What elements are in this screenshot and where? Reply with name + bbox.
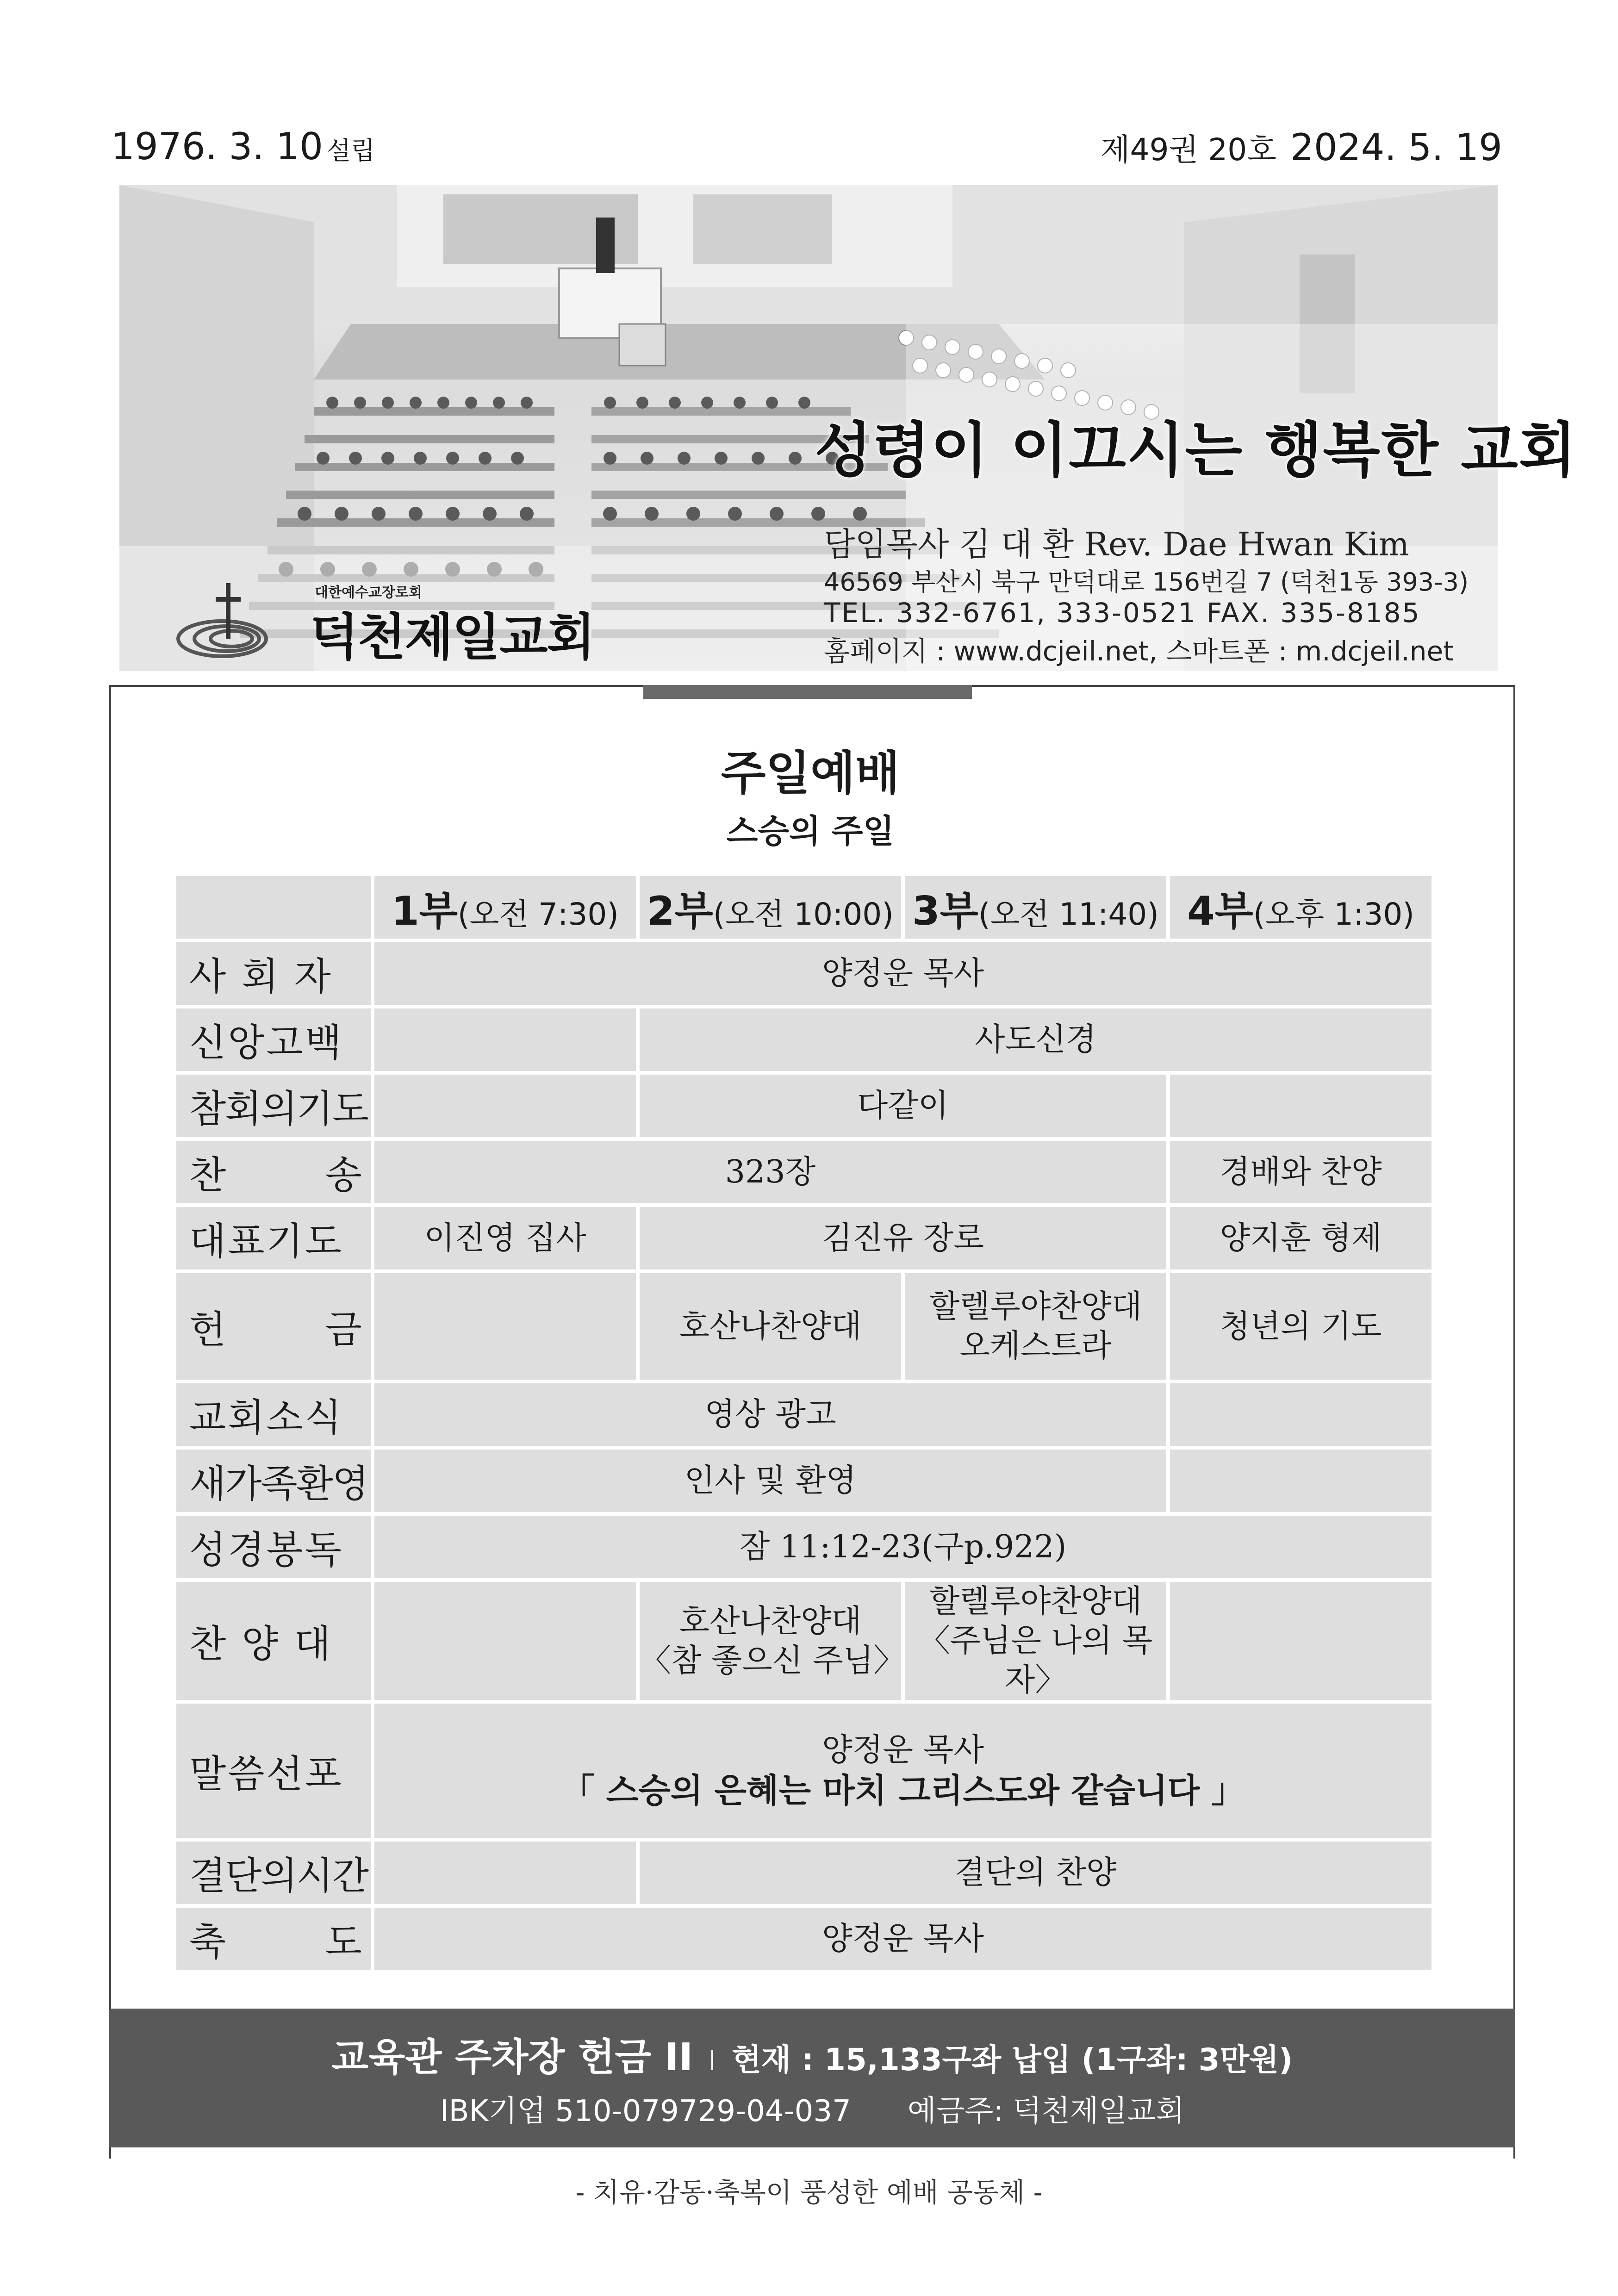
table-row <box>176 942 1431 1005</box>
creed-cell: 사도신경 <box>640 1008 1431 1071</box>
table-row <box>176 1582 1431 1700</box>
sermon-cell <box>374 1704 1431 1838</box>
empty-cell <box>374 1273 636 1380</box>
table-row <box>176 1450 1431 1512</box>
choir-3-cell <box>905 1582 1166 1700</box>
row-label: 대표기도 <box>176 1207 371 1269</box>
table-row <box>176 1207 1431 1269</box>
table-row <box>176 1273 1431 1380</box>
service-4-header: 4부(오후 1:30) <box>1170 876 1431 939</box>
founded-date-value: 1976. 3. 10 <box>111 125 324 168</box>
church-logo-icon <box>171 574 310 662</box>
empty-cell <box>374 1582 636 1700</box>
empty-cell <box>374 1075 636 1137</box>
church-motto: - 치유·감동·축복이 풍성한 예배 공동체 - <box>575 2177 1043 2208</box>
empty-cell <box>1170 1383 1431 1446</box>
worship-title: 주일예배 <box>721 746 900 800</box>
repentance-cell: 다같이 <box>640 1075 1166 1137</box>
service-3-header: 3부(오전 11:40) <box>905 876 1166 939</box>
news-cell: 영상 광고 <box>374 1383 1166 1446</box>
table-row <box>176 1908 1431 1970</box>
row-label: 참회의기도 <box>176 1075 371 1137</box>
issue-date: 2024. 5. 19 <box>1290 126 1502 169</box>
empty-cell <box>1170 1582 1431 1700</box>
reading-cell: 잠 11:12-23(구p.922) <box>374 1516 1431 1578</box>
empty-cell <box>374 1842 636 1904</box>
campaign-status: 현재 : 15,133구좌 납입 (1구좌: 3만원) <box>732 2042 1293 2078</box>
campaign-line <box>109 2027 1515 2081</box>
bank-account: IBK기업 510-079729-04-037 예금주: 덕천제일교회 <box>440 2094 1185 2128</box>
row-label: 교회소식 <box>176 1383 371 1446</box>
row-label: 사 회 자 <box>176 942 371 1005</box>
table-row <box>176 1141 1431 1203</box>
church-slogan: 성령이 이끄시는 행복한 교회 <box>815 416 1577 485</box>
offering-2-cell: 호산나찬양대 <box>640 1273 901 1380</box>
table-row <box>176 1383 1431 1446</box>
decision-cell: 결단의 찬양 <box>640 1842 1431 1904</box>
welcome-cell: 인사 및 환영 <box>374 1450 1166 1512</box>
service-2-header: 2부(오전 10:00) <box>640 876 901 939</box>
senior-pastor: 담임목사 김 대 환 Rev. Dae Hwan Kim <box>824 525 1409 563</box>
prayer-4-cell: 양지훈 형제 <box>1170 1207 1431 1269</box>
campaign-title: 교육관 주차장 헌금 II <box>331 2035 693 2079</box>
table-row <box>176 1704 1431 1838</box>
prayer-23-cell: 김진유 장로 <box>640 1207 1166 1269</box>
offering-3-line2: 오케스트라 <box>959 1328 1112 1364</box>
table-row <box>176 1842 1431 1904</box>
hymn-cell: 323장 <box>374 1141 1166 1203</box>
church-homepage: 홈페이지 : www.dcjeil.net, 스마트폰 : m.dcjeil.net <box>824 635 1454 667</box>
worship-order-table <box>173 872 1435 1974</box>
choir-3-name: 할렐루야찬양대 <box>929 1583 1142 1620</box>
row-label: 신앙고백 <box>176 1008 371 1071</box>
issue-info <box>1101 125 1502 169</box>
row-label: 새가족환영 <box>176 1450 371 1512</box>
hymn-4-cell: 경배와 찬양 <box>1170 1141 1431 1203</box>
church-name-logo: 덕천제일교회 <box>310 609 594 666</box>
choir-2-cell <box>640 1582 905 1700</box>
box-top-bar <box>643 685 972 699</box>
choir-3-song: 〈주님은 나의 목자〉 <box>918 1623 1153 1699</box>
row-label: 말씀선포 <box>176 1704 371 1838</box>
offering-campaign-band <box>109 2009 1515 2147</box>
sermon-title: 「 스승의 은혜는 마치 그리스도와 같습니다 」 <box>561 1771 1245 1810</box>
empty-cell <box>1170 1075 1431 1137</box>
sermon-preacher: 양정운 목사 <box>821 1731 984 1768</box>
presider-cell: 양정운 목사 <box>374 942 1431 1005</box>
table-row <box>176 1075 1431 1137</box>
separator-divider <box>711 2050 713 2070</box>
row-label: 축 도 <box>176 1908 371 1970</box>
church-phone: TEL. 332-6761, 333-0521 FAX. 335-8185 <box>824 597 1421 628</box>
church-address: 46569 부산시 북구 만덕대로 156번길 7 (덕천1동 393-3) <box>824 567 1469 597</box>
offering-4-cell: 청년의 기도 <box>1170 1273 1431 1380</box>
denomination-name: 대한예수교장로회 <box>315 585 422 601</box>
benediction-cell: 양정운 목사 <box>374 1908 1431 1970</box>
empty-cell <box>374 1008 636 1071</box>
row-label: 성경봉독 <box>176 1516 371 1578</box>
table-row <box>176 1008 1431 1071</box>
founded-date <box>111 125 375 168</box>
service-1-header: 1부(오전 7:30) <box>374 876 636 939</box>
choir-2-name: 호산나찬양대 <box>679 1603 862 1640</box>
choir-2-song: 〈참 좋으신 주님〉 <box>640 1642 905 1679</box>
offering-3-cell <box>905 1273 1166 1380</box>
worship-subtitle: 스승의 주일 <box>726 812 895 850</box>
empty-cell <box>1170 1450 1431 1512</box>
row-label: 결단의시간 <box>176 1842 371 1904</box>
row-label: 찬 송 <box>176 1141 371 1203</box>
row-label: 찬 양 대 <box>176 1582 371 1700</box>
table-row <box>176 1516 1431 1578</box>
offering-3-line1: 할렐루야찬양대 <box>929 1288 1142 1325</box>
table-corner <box>176 876 371 939</box>
table-row <box>176 876 1431 939</box>
row-label: 헌 금 <box>176 1273 371 1380</box>
founded-label: 설립 <box>327 136 375 165</box>
prayer-1-cell: 이진영 집사 <box>374 1207 636 1269</box>
volume-number: 제49권 20호 <box>1100 132 1276 168</box>
